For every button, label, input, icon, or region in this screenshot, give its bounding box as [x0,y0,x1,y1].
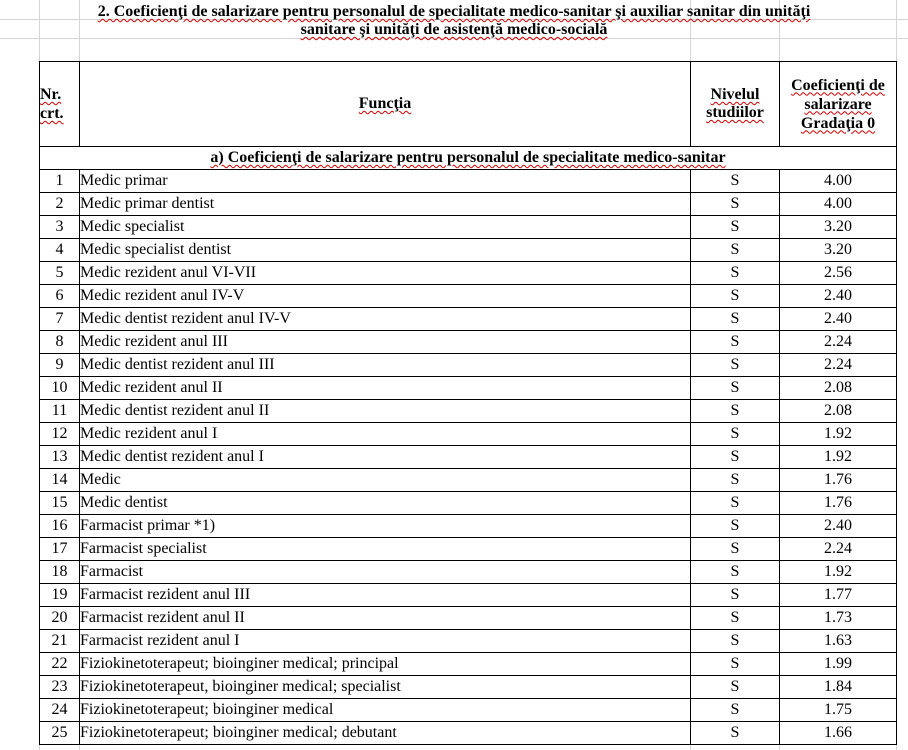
table-row [40,561,897,584]
cell-nr[interactable]: 21 [40,630,80,653]
cell-nr[interactable]: 20 [40,607,80,630]
cell-functia[interactable]: Medic rezident anul VI-VII [80,262,691,285]
cell-coeficient[interactable]: 4.00 [780,193,897,216]
cell-coeficient[interactable]: 4.00 [780,170,897,193]
cell-coeficient[interactable]: 1.92 [780,561,897,584]
cell-coeficient[interactable]: 1.77 [780,584,897,607]
cell-nivel[interactable]: S [691,354,780,377]
cell-functia[interactable]: Medic rezident anul I [80,423,691,446]
cell-nr[interactable]: 17 [40,538,80,561]
cell-nr[interactable]: 7 [40,308,80,331]
table-row [40,538,897,561]
table-row [40,170,897,193]
table-row [40,423,897,446]
header-functia-label: Funcţia [358,95,412,112]
header-coef-line2: salarizare [804,95,872,113]
cell-nr[interactable]: 15 [40,492,80,515]
cell-nivel[interactable]: S [691,699,780,722]
cell-nivel[interactable]: S [691,170,780,193]
cell-nr[interactable]: 13 [40,446,80,469]
table-row [40,653,897,676]
cell-nr[interactable]: 9 [40,354,80,377]
cell-nr[interactable]: 6 [40,285,80,308]
cell-coeficient[interactable]: 2.08 [780,377,897,400]
table-row [40,354,897,377]
table-row [40,699,897,722]
table-row [40,331,897,354]
header-nr-crt[interactable] [40,62,80,147]
cell-functia[interactable]: Farmacist [80,561,691,584]
section-a-label: a) Coeficienţi de salarizare pentru personalul de specialitate medico-sanitar [210,149,726,166]
header-functia[interactable] [80,62,691,147]
cell-nr[interactable]: 18 [40,561,80,584]
table-row [40,492,897,515]
table-row [40,584,897,607]
cell-functia[interactable]: Fiziokinetoterapeut, bioinginer medical; specialist [80,676,691,699]
table-row [40,377,897,400]
cell-coeficient[interactable]: 2.24 [780,538,897,561]
cell-functia[interactable]: Medic primar [80,170,691,193]
cell-nivel[interactable]: S [691,469,780,492]
cell-nr[interactable]: 25 [40,722,80,745]
cell-nivel[interactable]: S [691,538,780,561]
cell-nivel[interactable]: S [691,653,780,676]
cell-coeficient[interactable]: 1.76 [780,492,897,515]
cell-nr[interactable]: 11 [40,400,80,423]
cell-functia[interactable]: Farmacist specialist [80,538,691,561]
cell-nivel[interactable]: S [691,515,780,538]
cell-coeficient[interactable]: 2.24 [780,354,897,377]
cell-nivel[interactable]: S [691,331,780,354]
cell-functia[interactable]: Farmacist rezident anul II [80,607,691,630]
cell-nivel[interactable]: S [691,400,780,423]
salary-coefficients-table [39,61,897,745]
header-coef-line3: Gradaţia 0 [800,114,876,132]
cell-coeficient[interactable]: 1.63 [780,630,897,653]
title-line-2: sanitare şi unităţi de asistenţă medico-socială [300,21,608,38]
header-coeficienti[interactable] [780,62,897,147]
header-coef-line1: Coeficienţi de [791,76,885,94]
table-row [40,607,897,630]
cell-coeficient[interactable]: 2.40 [780,308,897,331]
cell-nr[interactable]: 23 [40,676,80,699]
cell-coeficient[interactable]: 2.24 [780,331,897,354]
cell-nivel[interactable]: S [691,584,780,607]
table-row [40,722,897,745]
header-nr-line2: crt. [40,105,64,122]
cell-nr[interactable]: 24 [40,699,80,722]
cell-nivel[interactable]: S [691,285,780,308]
cell-coeficient[interactable]: 1.84 [780,676,897,699]
table-row [40,193,897,216]
cell-functia[interactable]: Farmacist primar *1) [80,515,691,538]
cell-functia[interactable]: Medic dentist [80,492,691,515]
cell-nr[interactable]: 14 [40,469,80,492]
cell-functia[interactable]: Medic dentist rezident anul IV-V [80,308,691,331]
cell-functia[interactable]: Fiziokinetoterapeut; bioinginer medical; debutant [80,722,691,745]
cell-functia[interactable]: Medic rezident anul IV-V [80,285,691,308]
cell-coeficient[interactable]: 1.75 [780,699,897,722]
cell-nivel[interactable]: S [691,492,780,515]
cell-functia[interactable]: Medic dentist rezident anul III [80,354,691,377]
cell-nr[interactable]: 19 [40,584,80,607]
cell-functia[interactable]: Farmacist rezident anul III [80,584,691,607]
cell-nr[interactable]: 3 [40,216,80,239]
cell-functia[interactable]: Medic specialist [80,216,691,239]
cell-functia[interactable]: Medic dentist rezident anul II [80,400,691,423]
cell-functia[interactable]: Farmacist rezident anul I [80,630,691,653]
cell-coeficient[interactable]: 2.08 [780,400,897,423]
cell-nr[interactable]: 4 [40,239,80,262]
cell-coeficient[interactable]: 2.40 [780,515,897,538]
cell-nivel[interactable]: S [691,308,780,331]
table-row [40,446,897,469]
cell-nivel[interactable]: S [691,193,780,216]
table-row [40,239,897,262]
cell-nr[interactable]: 10 [40,377,80,400]
cell-nivel[interactable]: S [691,377,780,400]
cell-nr[interactable]: 12 [40,423,80,446]
cell-nivel[interactable]: S [691,722,780,745]
cell-functia[interactable]: Medic rezident anul II [80,377,691,400]
section-a-heading[interactable] [40,147,897,170]
header-nivel-line2: studiilor [706,104,764,121]
table-row [40,676,897,699]
cell-functia[interactable]: Medic primar dentist [80,193,691,216]
table-row [40,515,897,538]
title-line-1: 2. Coeficienţi de salarizare pentru personalul de specialitate medico-sanitar şi auxiliar sanitar din unităţi [97,3,811,20]
header-nr-line1: Nr. [40,86,62,103]
cell-nivel[interactable]: S [691,216,780,239]
cell-coeficient[interactable]: 2.56 [780,262,897,285]
table-row [40,216,897,239]
cell-nivel[interactable]: S [691,262,780,285]
table-row [40,400,897,423]
cell-nr[interactable]: 5 [40,262,80,285]
header-nivel-line1: Nivelul [710,86,760,103]
cell-coeficient[interactable]: 2.40 [780,285,897,308]
cell-functia[interactable]: Medic [80,469,691,492]
table-row [40,308,897,331]
cell-coeficient[interactable]: 3.20 [780,239,897,262]
table-row [40,469,897,492]
cell-nr[interactable]: 8 [40,331,80,354]
table-row [40,630,897,653]
cell-coeficient[interactable]: 1.76 [780,469,897,492]
cell-nivel[interactable]: S [691,446,780,469]
cell-nivel[interactable]: S [691,239,780,262]
table-row [40,285,897,308]
cell-coeficient[interactable]: 1.99 [780,653,897,676]
cell-functia[interactable]: Fiziokinetoterapeut; bioinginer medical [80,699,691,722]
cell-nr[interactable]: 1 [40,170,80,193]
cell-nr[interactable]: 16 [40,515,80,538]
cell-nivel[interactable]: S [691,607,780,630]
table-row [40,262,897,285]
cell-coeficient[interactable]: 1.66 [780,722,897,745]
cell-coeficient[interactable]: 3.20 [780,216,897,239]
cell-coeficient[interactable]: 1.92 [780,423,897,446]
header-nivelul-studiilor[interactable] [691,62,780,147]
cell-nr[interactable]: 22 [40,653,80,676]
cell-functia[interactable]: Medic dentist rezident anul I [80,446,691,469]
cell-nivel[interactable]: S [691,423,780,446]
cell-functia[interactable]: Medic rezident anul III [80,331,691,354]
cell-nr[interactable]: 2 [40,193,80,216]
cell-coeficient[interactable]: 1.92 [780,446,897,469]
cell-nivel[interactable]: S [691,630,780,653]
cell-coeficient[interactable]: 1.73 [780,607,897,630]
cell-functia[interactable]: Medic specialist dentist [80,239,691,262]
cell-nivel[interactable]: S [691,676,780,699]
cell-functia[interactable]: Fiziokinetoterapeut; bioinginer medical; principal [80,653,691,676]
cell-nivel[interactable]: S [691,561,780,584]
